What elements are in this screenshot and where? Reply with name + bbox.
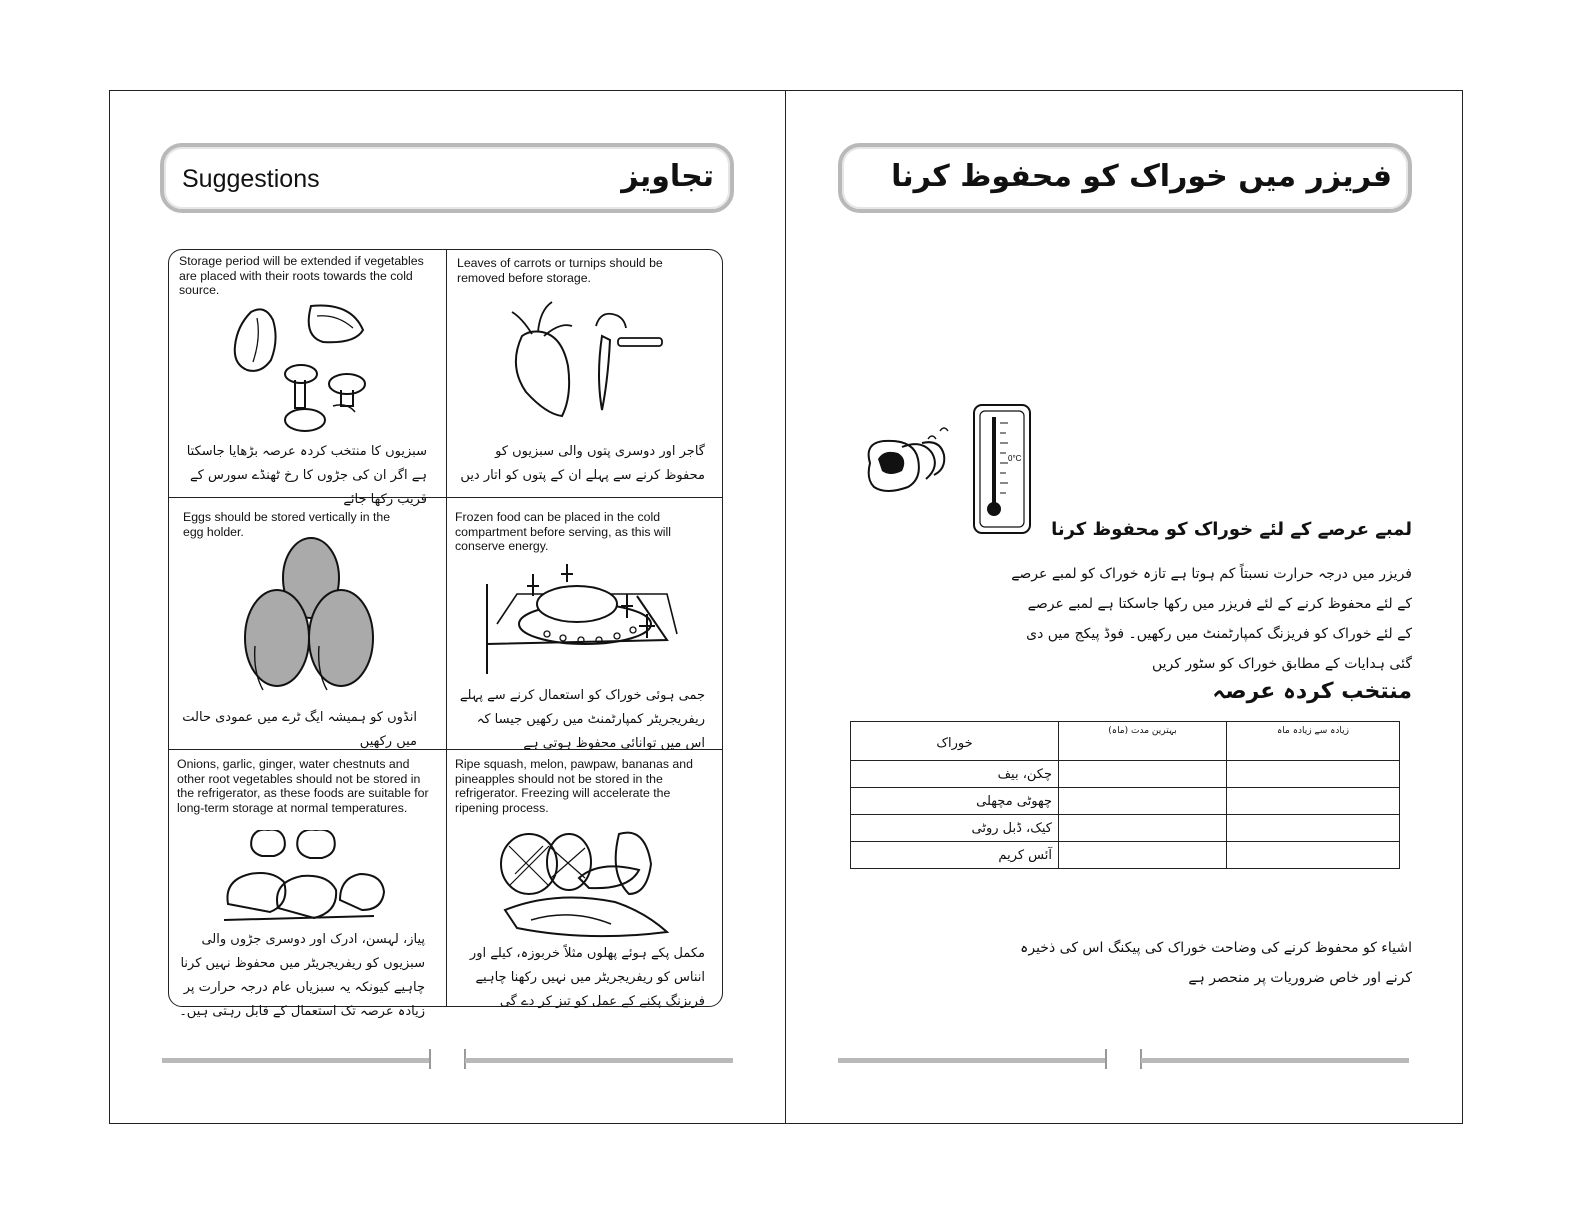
suggestion-cell-4: [447, 498, 724, 749]
onions-garlic-icon: [224, 830, 394, 922]
table-cell: [1227, 761, 1400, 788]
table-cell-food: چھوٹی مچھلی: [851, 788, 1059, 815]
fruits-icon: [495, 824, 670, 939]
turnip-carrot-icon: [492, 296, 672, 421]
storage-period-table: [850, 721, 1400, 869]
table-cell: [1227, 815, 1400, 842]
table-row: [851, 761, 1400, 788]
table-header-cell: بہترین مدت (ماہ): [1059, 722, 1227, 761]
freezer-title-ur: فریزر میں خوراک کو محفوظ کرنا: [891, 159, 1392, 194]
footer-rule: [162, 1058, 430, 1063]
table-cell: [1059, 761, 1227, 788]
suggestion-text-en: Leaves of carrots or turnips should be removed before storage.: [457, 256, 663, 285]
storage-note: اشیاء کو محفوظ کرنے کی وضاحت خوراک کی پیکنگ اس کی ذخیرہ کرنے اور خاص ضروریات پر منحصر ہے: [1020, 940, 1412, 986]
vegetables-mushrooms-icon: [229, 302, 399, 437]
freezer-title-bar: [838, 143, 1412, 213]
long-storage-heading: لمبے عرصے کے لئے خوراک کو محفوظ کرنا: [1051, 519, 1412, 540]
suggestion-cell-1: [169, 250, 446, 507]
long-storage-paragraph: فریزر میں درجہ حرارت نسبتاً کم ہوتا ہے تازہ خوراک کو لمبے عرصے کے لئے محفوظ کرنے کے لئے فریزر میں رکھا جاسکتا ہے لمبے عرصے کے لئے خوراک کو فریزنگ کمپارٹمنٹ میں رکھیں۔ فوڈ پیکج میں دی گئی ہدایات کے مطابق خوراک کو سٹور کریں: [1011, 566, 1412, 672]
suggestion-text-en: Ripe squash, melon, pawpaw, bananas and pineapples should not be stored in the refrigerator. Freezing will accelerate the ripening process.: [455, 757, 693, 815]
frozen-chicken-icon: [477, 564, 687, 679]
suggestion-text-en: Eggs should be stored vertically in the egg holder.: [183, 510, 391, 539]
suggestion-text-ur: گاجر اور دوسری پتوں والی سبزیوں کو محفوظ کرنے سے پہلے ان کے پتوں کو اتار دیں: [460, 444, 705, 483]
suggestion-text-en: Onions, garlic, ginger, water chestnuts and other root vegetables should not be stored in the refrigerator, as these foods are suitable for long-term storage at normal temperatures.: [177, 757, 429, 815]
table-cell: [1059, 815, 1227, 842]
suggestion-text-en: Frozen food can be placed in the cold compartment before serving, as this will conserve energy.: [455, 510, 671, 553]
page-divider: [785, 91, 786, 1123]
footer-rule: [465, 1058, 733, 1063]
suggestion-cell-3: [169, 498, 446, 749]
suggestion-text-ur: پیاز، لہسن، ادرک اور دوسری جڑوں والی سبزیوں کو ریفریجریٹر میں محفوظ نہیں کرنا چاہیے کیونکہ یہ سبزیاں عام درجہ حرارت پر زیادہ عرصہ تک استعمال کے قابل رہتی ہیں۔: [179, 932, 425, 1019]
table-row: [851, 788, 1400, 815]
thermometer-label: 0°C: [1008, 454, 1022, 463]
table-cell-food: چکن، بیف: [851, 761, 1059, 788]
meat-thermometer-icon: [862, 403, 1042, 535]
suggestions-title-bar: [160, 143, 734, 213]
suggestion-cell-2: [447, 250, 724, 497]
table-row: [851, 815, 1400, 842]
eggs-icon: [241, 536, 381, 706]
suggestion-cell-6: [447, 750, 724, 1008]
booklet-spread: [109, 90, 1463, 1124]
suggestions-grid: [168, 249, 723, 1019]
suggestion-text-ur: جمی ہوئی خوراک کو استعمال کرنے سے پہلے ریفریجریٹر کمپارٹمنٹ میں رکھیں جیسا کہ اس میں توانائی محفوظ ہوتی ہے: [459, 688, 705, 751]
footer-tick: [1105, 1049, 1107, 1069]
table-row: [851, 842, 1400, 869]
selected-period-heading: منتخب کردہ عرصہ: [1212, 679, 1412, 704]
table-cell: [1227, 842, 1400, 869]
table-header-cell: زیادہ سے زیادہ ماہ: [1227, 722, 1400, 761]
suggestion-text-en: Storage period will be extended if vegetables are placed with their roots towards the cold source.: [179, 254, 424, 297]
table-header-row: [851, 722, 1400, 761]
footer-rule: [1141, 1058, 1409, 1063]
footer-rule: [838, 1058, 1106, 1063]
table-cell: [1059, 788, 1227, 815]
suggestion-text-ur: مکمل پکے ہوئے پھلوں مثلاً خربوزہ، کیلے اور انناس کو ریفریجریٹر میں نہیں رکھنا چاہیے فریزنگ پکنے کے عمل کو تیز کر دے گی: [469, 946, 705, 1009]
suggestions-title-ur: تجاویز: [621, 159, 714, 194]
suggestion-text-ur: انڈوں کو ہمیشہ ایگ ٹرے میں عمودی حالت میں رکھیں: [182, 710, 417, 749]
table-cell: [1227, 788, 1400, 815]
table-cell: [1059, 842, 1227, 869]
table-header-cell: خوراک: [851, 722, 1059, 761]
suggestions-title-en: Suggestions: [182, 165, 320, 193]
table-cell-food: آئس کریم: [851, 842, 1059, 869]
suggestion-cell-5: [169, 750, 446, 1019]
footer-tick: [429, 1049, 431, 1069]
table-cell-food: کیک، ڈبل روٹی: [851, 815, 1059, 842]
suggestion-text-ur: سبزیوں کا منتخب کردہ عرصہ بڑھایا جاسکتا ہے اگر ان کی جڑوں کا رخ ٹھنڈے سورس کے قریب رکھا جائے: [186, 444, 427, 507]
